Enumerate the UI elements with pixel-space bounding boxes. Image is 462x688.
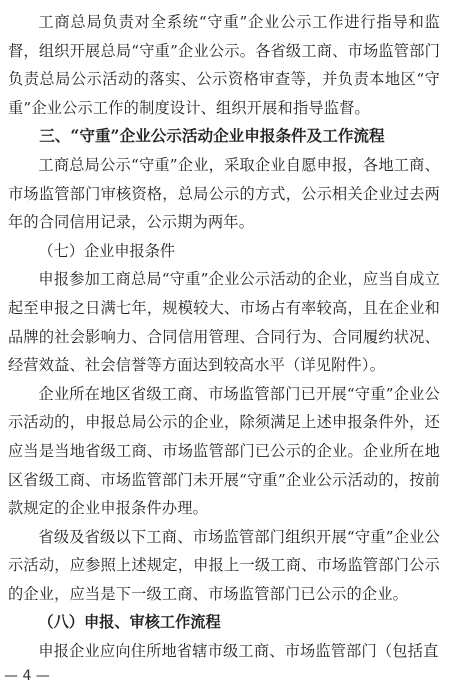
paragraph-provincial-requirements: 企业所在地区省级工商、市场监管部门已开展“守重”企业公示活动的，申报总局公示的企业，除须满足上述申报条件外，还应当是当地省级工商、市场监管部门已公示的企业。企业所在地区省级工商、市场监管部门未开展“守重”企业公示活动的，按前款规定的企业申报条件办理。 bbox=[8, 384, 440, 518]
paragraph-application-process: 申报企业应向住所地省辖市级工商、市场监管部门（包括直 bbox=[38, 642, 439, 661]
paragraph-lower-level-requirements: 省级及省级以下工商、市场监管部门组织开展“守重”企业公示活动，应参照上述规定，申报上一级工商、市场监管部门公示的企业，应当是下一级工商、市场监管部门已公示的企业。 bbox=[8, 527, 440, 603]
section-heading-3: 三、“守重”企业公示活动企业申报条件及工作流程 bbox=[39, 126, 385, 146]
paragraph-application-requirements: 申报参加工商总局“守重”企业公示活动的企业，应当自成立起至申报之日满七年，规模较大、市场占有率较高，且在企业和品牌的社会影响力、合同信用管理、合同行为、合同履约状况、经营效益、社会信誉等方面达到较高水平（详见附件）。 bbox=[8, 270, 440, 375]
page-number: — 4 — bbox=[4, 668, 50, 684]
paragraph-publicity-method: 工商总局公示“守重”企业，采取企业自愿申报，各地工商、市场监管部门审核资格，总局公示的方式，公示相关企业过去两年的合同信用记录，公示期为两年。 bbox=[8, 155, 440, 232]
subheading-application-conditions: （七）企业申报条件 bbox=[38, 241, 176, 260]
paragraph-responsibilities: 工商总局负责对全系统“守重”企业公示工作进行指导和监督，组织开展总局“守重”企业公示。各省级工商、市场监管部门负责总局公示活动的落实、公示资格审查等，并负责本地区“守重”企业公示工作的制度设计、组织开展和指导监督。 bbox=[8, 13, 440, 117]
subheading-review-process: （八）申报、审核工作流程 bbox=[38, 613, 221, 632]
